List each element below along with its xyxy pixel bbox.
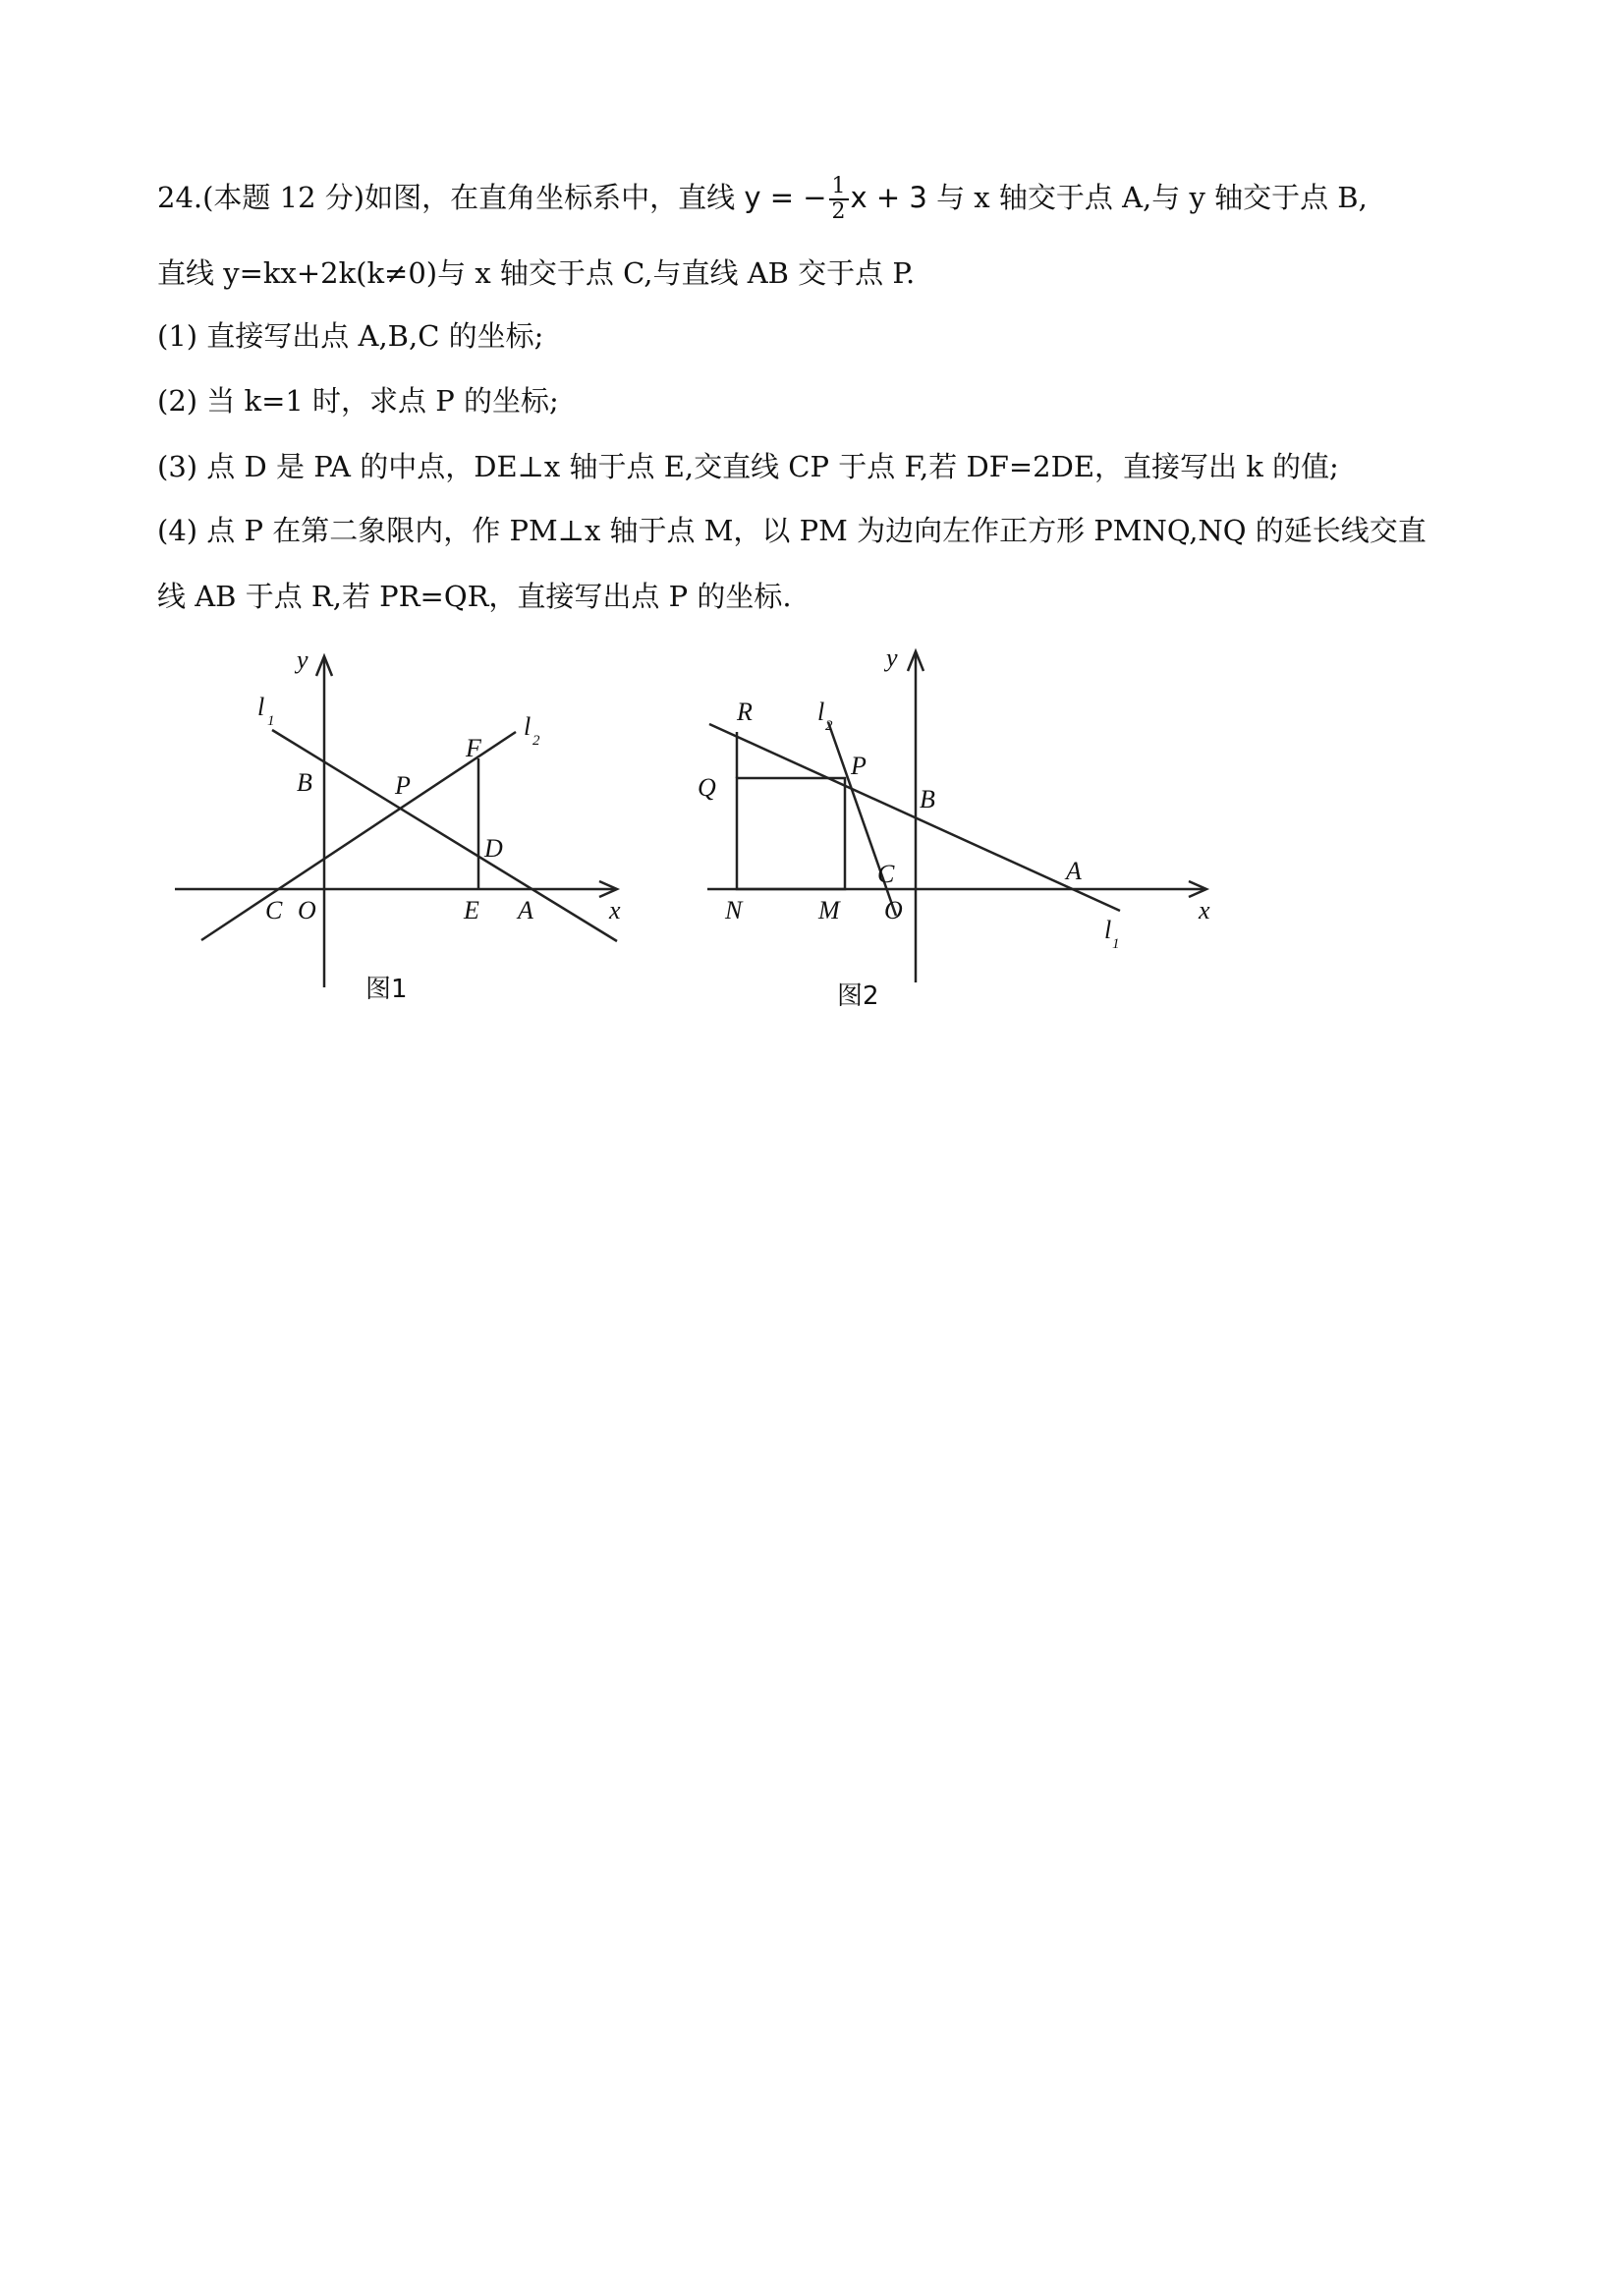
- fig2-label-N: N: [725, 896, 743, 924]
- fig1-label-O: O: [298, 896, 316, 924]
- fig2-label-l2: l: [817, 698, 825, 726]
- fig1-label-F: F: [466, 734, 481, 762]
- fig2-label-y: y: [886, 644, 898, 672]
- question-4-part-1: (4) 点 P 在第二象限内，作 PM⊥x 轴于点 M，以 PM 为边向左作正方形 PMNQ,NQ 的延长线交直: [157, 514, 1427, 547]
- question-4-part-2: 线 AB 于点 R,若 PR=QR，直接写出点 P 的坐标.: [157, 580, 792, 613]
- fraction-numerator: 1: [829, 175, 849, 200]
- fig2-caption: 图2: [837, 981, 879, 1011]
- fig2-label-x: x: [1199, 896, 1210, 924]
- fig2-label-B: B: [920, 785, 935, 813]
- fig1-label-E: E: [464, 896, 479, 924]
- fig1-label-y: y: [297, 645, 308, 674]
- fig1-label-l2-sub: 2: [532, 733, 540, 749]
- fig1-caption: 图1: [365, 975, 408, 1004]
- fig2-square-PMNQ: [737, 778, 845, 889]
- fig2-label-O: O: [884, 896, 903, 924]
- fig2-label-C: C: [877, 860, 895, 888]
- equation-prefix: y = −: [744, 181, 827, 214]
- fig1-label-D: D: [484, 834, 503, 863]
- fig2-label-P: P: [851, 752, 867, 780]
- fig2-label-M: M: [818, 896, 840, 924]
- fig2-label-l1: l: [1104, 916, 1112, 944]
- fig2-label-Q: Q: [698, 773, 716, 802]
- fig2-label-l1-sub: 1: [1112, 936, 1120, 952]
- problem-intro: 24.(本题 12 分)如图，在直角坐标系中，直线: [157, 181, 745, 214]
- fig1-label-x: x: [609, 896, 621, 924]
- fig1-label-l1: l: [257, 693, 265, 721]
- equation-rest: x + 3: [850, 181, 927, 214]
- fig1-label-B: B: [297, 768, 312, 797]
- fig1-label-A: A: [518, 896, 533, 924]
- fig1-label-l2: l: [524, 712, 532, 741]
- problem-intro-end: 与 x 轴交于点 A,与 y 轴交于点 B,: [926, 181, 1368, 214]
- question-2: (2) 当 k=1 时，求点 P 的坐标;: [157, 384, 559, 418]
- fraction-denominator: 2: [831, 199, 846, 224]
- fig2-label-A: A: [1066, 857, 1082, 885]
- question-3: (3) 点 D 是 PA 的中点，DE⊥x 轴于点 E,交直线 CP 于点 F,若 DF=2DE，直接写出 k 的值;: [157, 450, 1339, 483]
- fig1-label-C: C: [265, 896, 283, 924]
- fig1-label-l1-sub: 1: [267, 713, 275, 729]
- fig2-label-l2-sub: 2: [825, 718, 833, 734]
- question-1: (1) 直接写出点 A,B,C 的坐标;: [157, 319, 544, 353]
- fig1-label-P: P: [395, 771, 411, 800]
- fig2-label-R: R: [737, 698, 753, 726]
- problem-line-2: 直线 y=kx+2k(k≠0)与 x 轴交于点 C,与直线 AB 交于点 P.: [157, 256, 916, 290]
